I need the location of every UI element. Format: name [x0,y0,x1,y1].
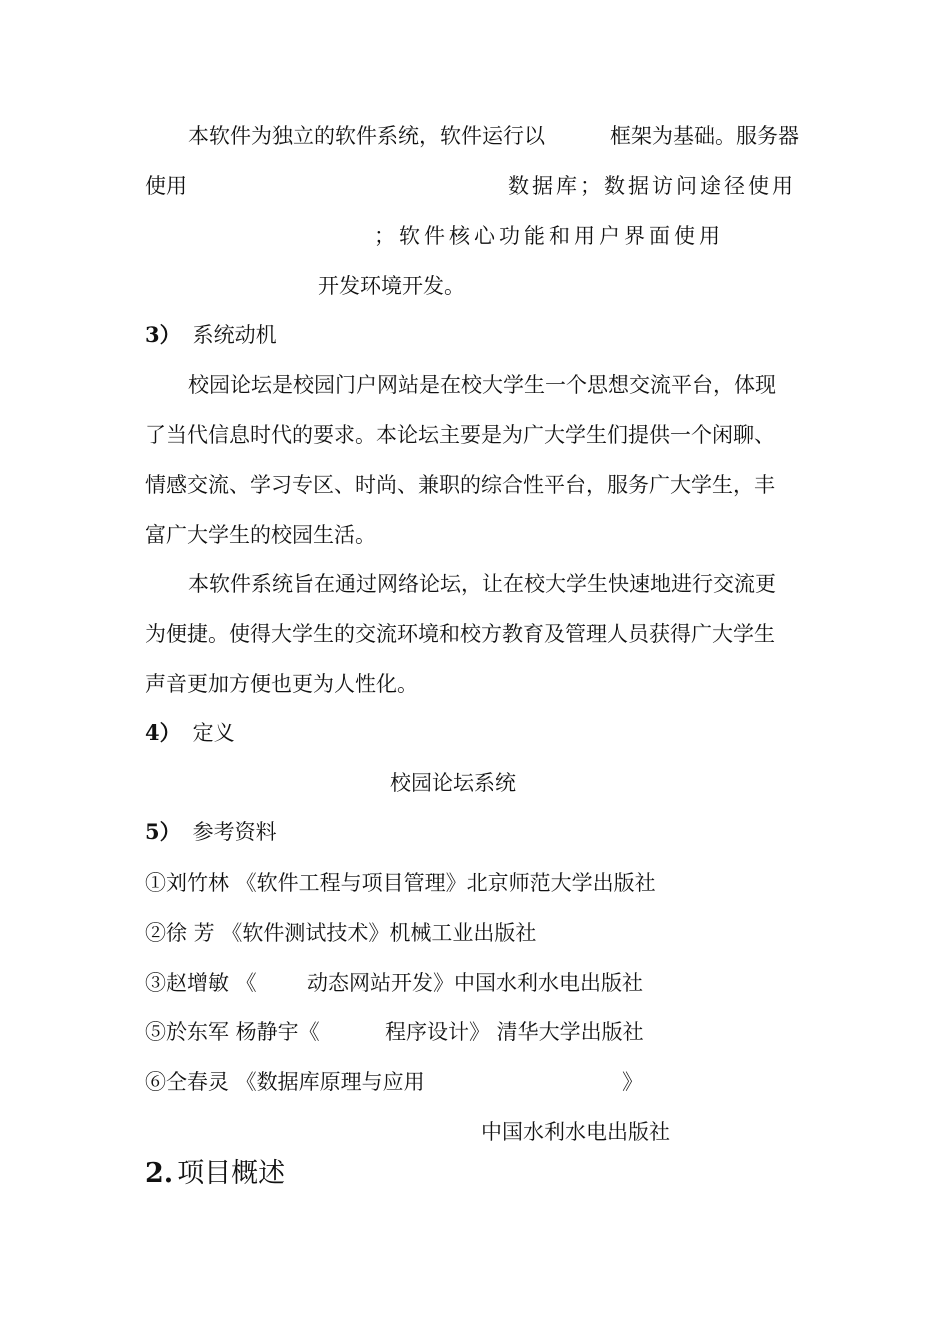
section-5-number: 5） [145,819,181,844]
intro-line-2b: 数据库；数据访问途径使用 [508,174,796,198]
intro-line-1b: 框架为基础。服务器 [610,124,799,148]
intro-line-1a: 本软件为独立的软件系统，软件运行以 [188,124,545,148]
reference-item-6b: 》 [622,1070,643,1094]
section-4-number: 4） [145,720,181,745]
sec3-para2-line3: 声音更加方便也更为人性化。 [145,672,418,696]
reference-item-1: ①刘竹林 《软件工程与项目管理》北京师范大学出版社 [145,871,656,895]
section-3-number: 3） [145,322,181,347]
sec3-para2-line2: 为便捷。使得大学生的交流环境和校方教育及管理人员获得广大学生 [145,622,775,646]
chapter-title: 项目概述 [177,1158,286,1189]
chapter-number: 2. [145,1158,174,1189]
reference-item-3a: ③赵增敏 《 [145,971,257,995]
sec3-para1-line4: 富广大学生的校园生活。 [145,523,376,547]
sec3-para1-line3: 情感交流、学习专区、时尚、兼职的综合性平台，服务广大学生，丰 [145,473,775,497]
intro-line-4: 开发环境开发。 [318,274,465,298]
reference-item-5a: ⑤於东军 杨静宇《 [145,1020,320,1044]
section-4-title: 定义 [192,721,235,745]
intro-line-3: ；软件核心功能和用户界面使用 [374,224,724,248]
reference-item-5b: 程序设计》 清华大学出版社 [385,1020,644,1044]
reference-item-6a: ⑥仝春灵 《数据库原理与应用 [145,1070,425,1094]
section-5-heading [145,818,277,846]
sec3-para2-line1: 本软件系统旨在通过网络论坛，让在校大学生快速地进行交流更 [188,572,776,596]
section-3-title: 系统动机 [192,323,277,347]
section-3-heading [145,321,277,349]
sec3-para1-line1: 校园论坛是校园门户网站是在校大学生一个思想交流平台，体现 [188,373,776,397]
sec3-para1-line2: 了当代信息时代的要求。本论坛主要是为广大学生们提供一个闲聊、 [145,423,775,447]
reference-item-6-publisher: 中国水利水电出版社 [481,1120,670,1144]
chapter-heading [145,1156,285,1192]
reference-item-3b: 动态网站开发》中国水利水电出版社 [307,971,643,995]
section-5-title: 参考资料 [192,820,277,844]
section-4-definition: 校园论坛系统 [390,771,516,795]
reference-item-2: ②徐 芳 《软件测试技术》机械工业出版社 [145,921,537,945]
intro-line-2a: 使用 [145,174,187,198]
section-4-heading [145,719,235,747]
